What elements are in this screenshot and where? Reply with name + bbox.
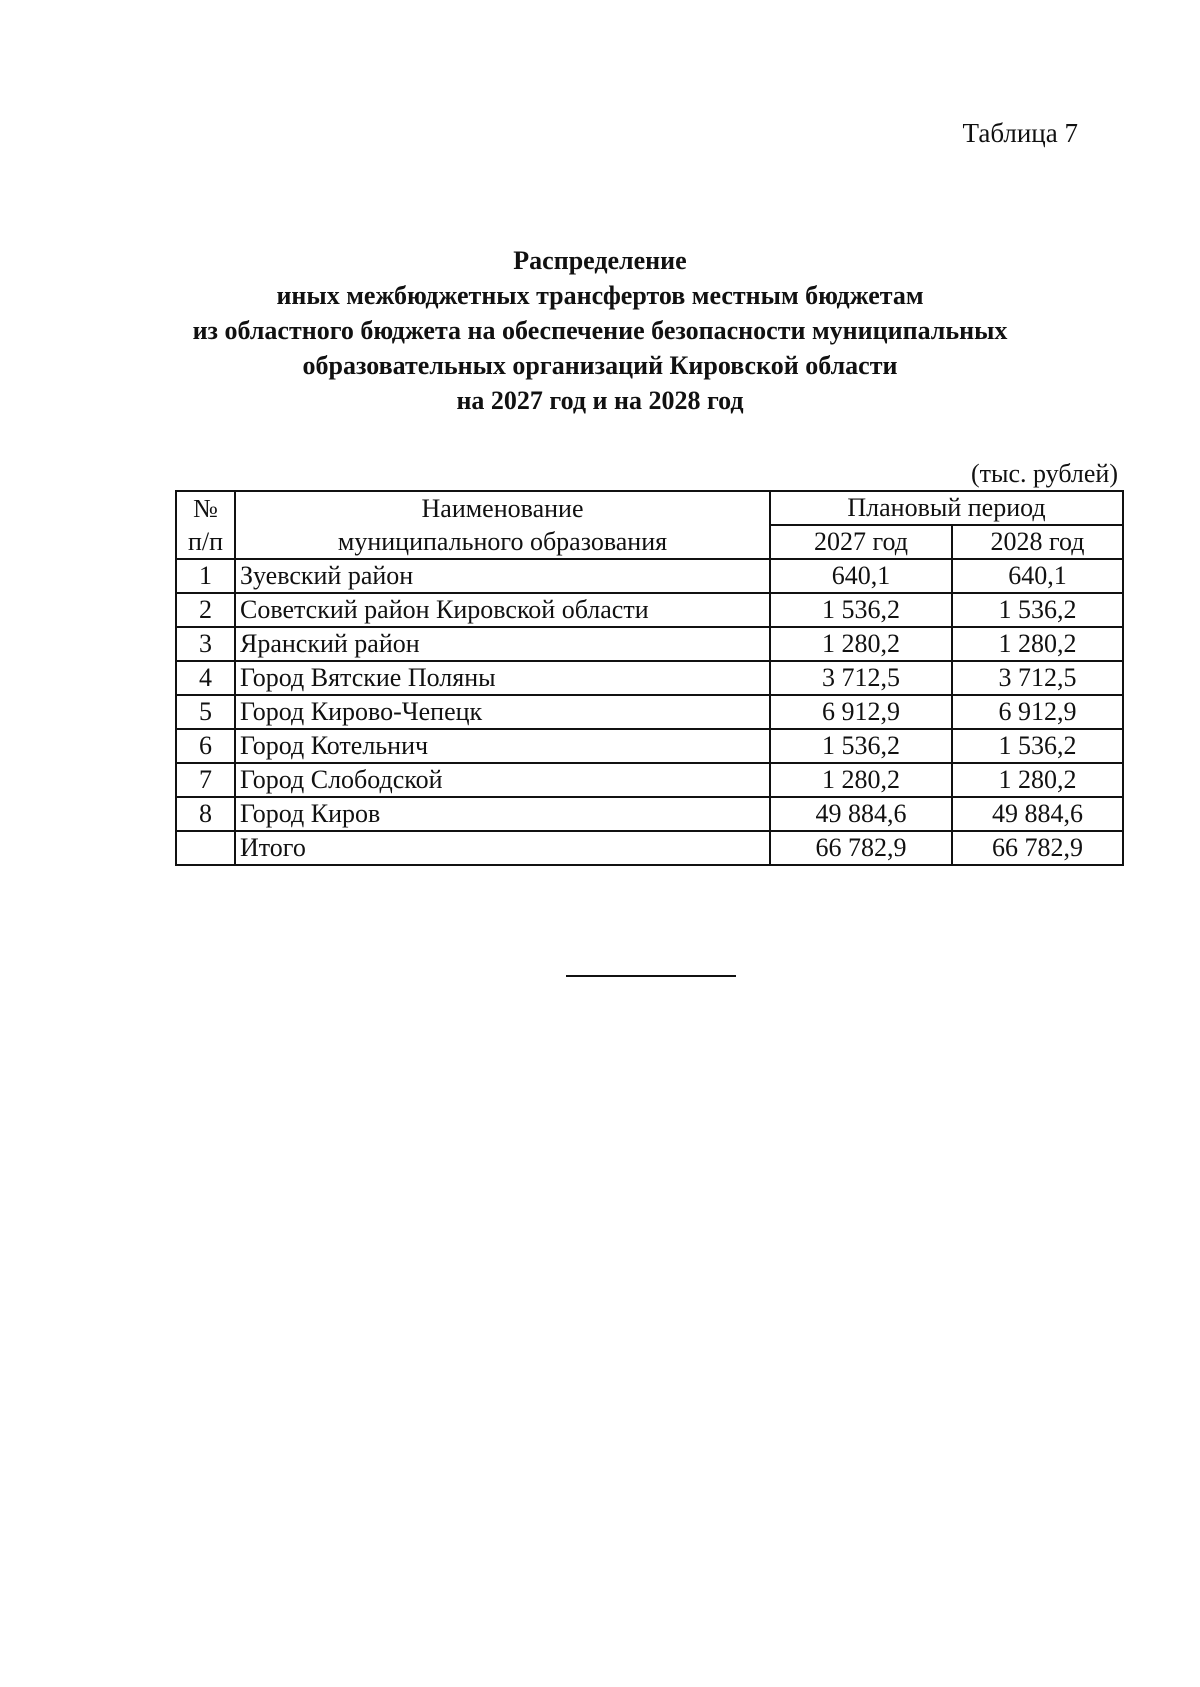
table-total-row <box>176 831 1123 865</box>
title-line-4: образовательных организаций Кировской области <box>302 351 898 380</box>
value-2027: 3 712,5 <box>770 661 952 695</box>
value-2027: 6 912,9 <box>770 695 952 729</box>
header-name-cell <box>235 491 770 525</box>
value-2027: 1 280,2 <box>770 627 952 661</box>
title-line-2: иных межбюджетных трансфертов местным бюджетам <box>276 281 924 310</box>
title-line-5: на 2027 год и на 2028 год <box>456 386 744 415</box>
table-row <box>176 593 1123 627</box>
value-2028: 1 536,2 <box>952 593 1123 627</box>
value-2027: 1 536,2 <box>770 729 952 763</box>
distribution-table <box>175 490 1124 866</box>
municipality-name: Город Слободской <box>235 763 770 797</box>
municipality-name: Зуевский район <box>235 559 770 593</box>
table-row <box>176 627 1123 661</box>
row-number: 3 <box>176 627 235 661</box>
table-number-label: Таблица 7 <box>962 118 1078 148</box>
municipality-name: Город Вятские Поляны <box>235 661 770 695</box>
value-2027: 640,1 <box>770 559 952 593</box>
header-period-cell: Плановый период <box>770 491 1123 525</box>
total-2027: 66 782,9 <box>770 831 952 865</box>
row-number: 5 <box>176 695 235 729</box>
title-line-3: из областного бюджета на обеспечение безопасности муниципальных <box>192 316 1008 345</box>
header-year-2027: 2027 год <box>770 525 952 559</box>
value-2028: 49 884,6 <box>952 797 1123 831</box>
header-num-line1: № <box>193 493 218 523</box>
value-2028: 1 280,2 <box>952 627 1123 661</box>
municipality-name: Город Киров <box>235 797 770 831</box>
header-name-line1: Наименование <box>421 493 584 523</box>
table-header-row-1 <box>176 491 1123 525</box>
document-title <box>150 243 1050 418</box>
table-row <box>176 695 1123 729</box>
value-2028: 6 912,9 <box>952 695 1123 729</box>
municipality-name: Город Котельнич <box>235 729 770 763</box>
title-line-1: Распределение <box>513 246 687 275</box>
row-number: 1 <box>176 559 235 593</box>
value-2028: 3 712,5 <box>952 661 1123 695</box>
header-num-cell <box>176 491 235 525</box>
table-header-row-2 <box>176 525 1123 559</box>
table-row <box>176 661 1123 695</box>
value-2027: 1 536,2 <box>770 593 952 627</box>
value-2027: 49 884,6 <box>770 797 952 831</box>
row-number: 8 <box>176 797 235 831</box>
value-2028: 1 280,2 <box>952 763 1123 797</box>
units-label: (тыс. рублей) <box>970 459 1118 488</box>
header-num-cell-2 <box>176 525 235 559</box>
municipality-name: Город Кирово-Чепецк <box>235 695 770 729</box>
row-number: 6 <box>176 729 235 763</box>
total-label: Итого <box>235 831 770 865</box>
header-name-line2: муниципального образования <box>337 526 668 556</box>
row-number: 4 <box>176 661 235 695</box>
end-divider-line <box>566 975 736 977</box>
table-row <box>176 729 1123 763</box>
municipality-name: Яранский район <box>235 627 770 661</box>
value-2027: 1 280,2 <box>770 763 952 797</box>
total-2028: 66 782,9 <box>952 831 1123 865</box>
table-row <box>176 559 1123 593</box>
header-year-2028: 2028 год <box>952 525 1123 559</box>
header-num-line2: п/п <box>187 526 224 556</box>
value-2028: 1 536,2 <box>952 729 1123 763</box>
header-name-cell-2 <box>235 525 770 559</box>
row-number: 2 <box>176 593 235 627</box>
table-row <box>176 763 1123 797</box>
total-row-number <box>176 831 235 865</box>
table-row <box>176 797 1123 831</box>
municipality-name: Советский район Кировской области <box>235 593 770 627</box>
value-2028: 640,1 <box>952 559 1123 593</box>
row-number: 7 <box>176 763 235 797</box>
